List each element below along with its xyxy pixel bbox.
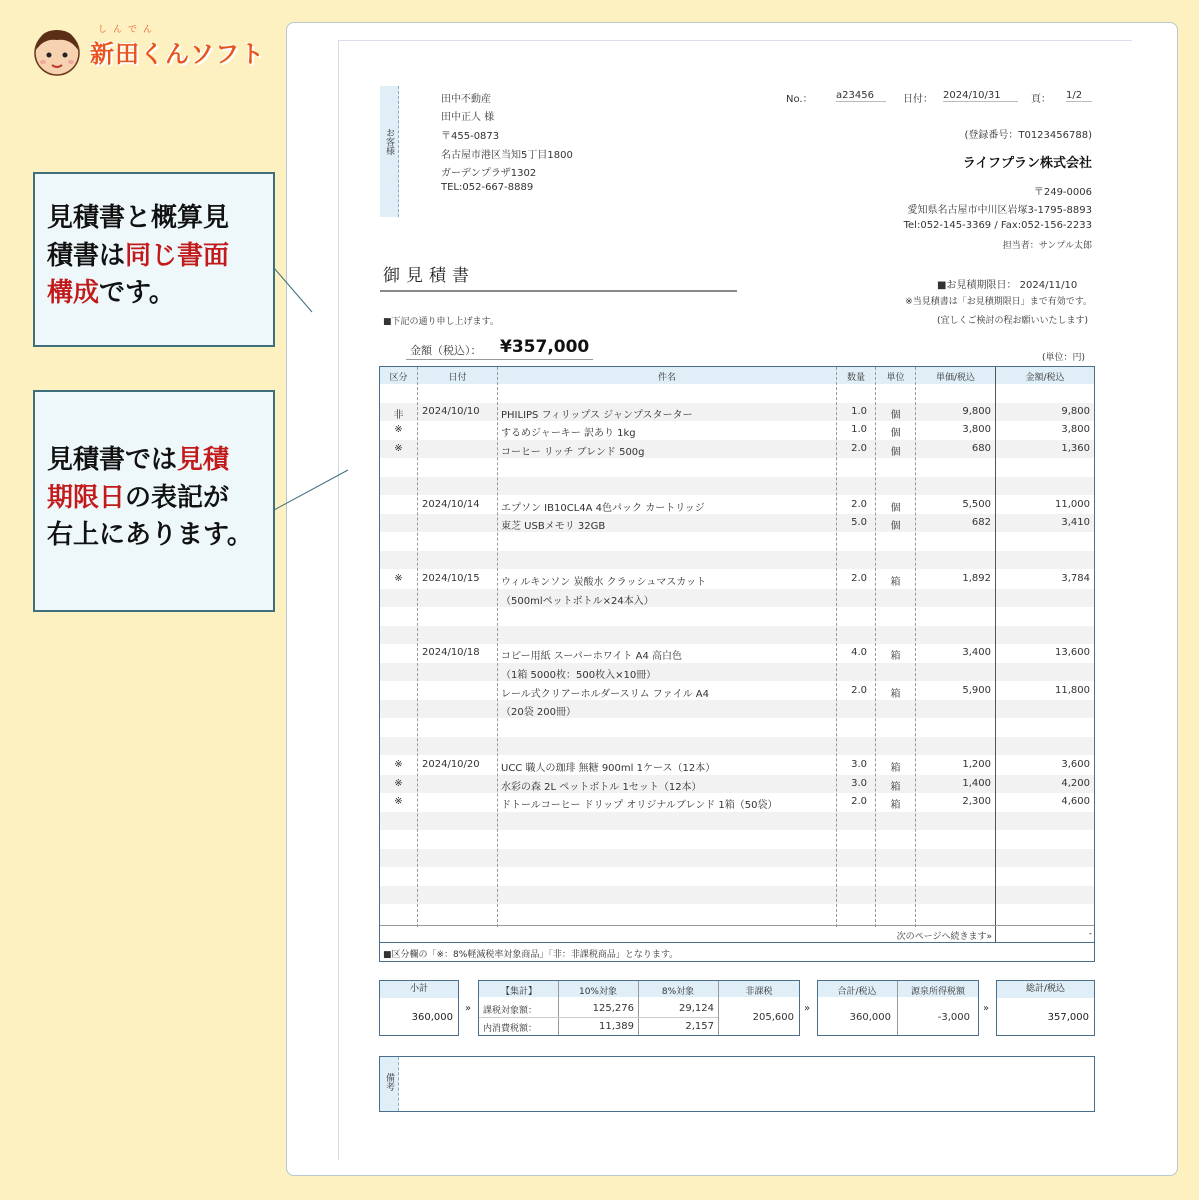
arrow-1: » [465,1003,472,1014]
header-unit: 単位 [886,373,905,383]
row-amount: 4,600 [1061,796,1090,808]
subtotal-label: 小計 [380,981,458,998]
taxable-10: 125,276 [592,1003,634,1014]
category-note: ■区分欄の「※：8%軽減税率対象商品」「非：非課税商品」となります。 [383,950,679,960]
row-qty: 3.0 [851,759,867,770]
row-date: 2024/10/15 [422,573,480,584]
row-qty: 2.0 [851,498,867,510]
row-date: 2024/10/20 [422,759,480,770]
taxable-label: 課税対象額： [483,1006,538,1016]
row-unit: 箱 [890,688,901,700]
header-item: 件名 [657,373,676,383]
row-amount: 3,784 [1061,573,1090,584]
company-name: ライフプラン株式会社 [962,156,1092,171]
remarks-label: 備考 [384,1073,394,1091]
company-address: 愛知県名古屋市中川区岩塚3-1795-8893 [907,205,1092,216]
logo-name: 新田くんソフト [90,40,265,68]
withhold-value: -3,000 [937,1012,970,1023]
row-unit-price: 5,900 [962,684,991,696]
note-divider [380,942,1094,943]
customer-line: TEL:052-667-8889 [441,182,534,193]
col-divider [417,367,418,927]
row-item: PHILIPS フィリップス ジャンプスターター [501,409,693,421]
company-zip: 〒249-0006 [1033,187,1092,198]
row-category: ※ [394,573,403,584]
row-qty: 2.0 [851,684,867,696]
customer-label-box [380,86,399,217]
tax-row-divider [479,1017,718,1018]
row-unit-price: 1,892 [962,573,991,584]
next-page-text: 次のページへ続きます» [896,932,992,942]
agg-label: 【集計】 [500,987,537,997]
row-unit: 箱 [890,763,901,774]
row-qty: 3.0 [851,777,867,789]
tax-col-divider [718,981,719,1035]
row-unit-price: 1,200 [962,759,991,770]
amount-label: 金額（税込）： [410,344,482,357]
customer-label: お客様 [384,128,394,155]
header-amount: 金額/税込 [1025,373,1065,383]
row-unit-price: 2,300 [962,796,991,808]
row-amount: 4,200 [1061,777,1090,789]
row-unit: 個 [890,521,901,533]
row-item: ウィルキンソン 炭酸水 クラッシュマスカット [501,577,707,588]
row-item: するめジャーキー 訳あり 1kg [501,428,636,440]
row-item: コーヒー リッチ ブレンド 500g [501,446,645,458]
grand-total-label: 総計/税込 [997,981,1094,998]
row-qty: 2.0 [851,442,867,454]
total-amount: ¥357,000 [500,337,590,357]
registration-number: (登録番号：T0123456788) [964,130,1092,141]
pct10-label: 10%対象 [578,987,617,997]
company-staff: 担当者：サンプル太郎 [1002,241,1092,251]
customer-line: 田中正人 様 [441,112,495,123]
total-col-divider [897,981,898,1035]
doc-number: a23456 [836,90,886,102]
row-item: 東芝 USBメモリ 32GB [501,521,606,533]
row-qty: 1.0 [851,405,867,417]
callout-expiry-position [33,390,275,612]
document-title: 御見積書 [383,266,475,286]
row-unit-price: 682 [971,517,991,529]
company-tel: Tel:052-145-3369 / Fax:052-156-2233 [903,220,1092,231]
total-value: 360,000 [849,1012,891,1023]
nontax-value: 205,600 [752,1012,794,1023]
callout-connectors [270,260,360,520]
row-item: （20袋 200冊） [501,707,576,719]
row-qty: 4.0 [851,647,867,659]
row-unit: 箱 [890,577,901,588]
header-date: 日付 [448,373,467,383]
withhold-label: 源泉所得税額 [910,987,965,997]
remarks-box [379,1056,1095,1112]
row-amount: 3,410 [1061,517,1090,529]
row-amount: 3,600 [1061,759,1090,770]
row-item: エプソン IB10CL4A 4色パック カートリッジ [501,502,705,514]
callout1-line3-red: 構成 [47,278,100,309]
row-category: ※ [394,796,403,808]
row-item: コピー用紙 スーパーホワイト A4 高白色 [501,651,683,663]
row-unit-price: 3,400 [962,647,991,659]
row-category: ※ [394,442,403,454]
row-unit: 個 [890,409,901,421]
expiry-note-2: (宜しくご検討の程お願いいたします) [936,316,1088,326]
row-amount: 11,800 [1055,684,1090,696]
remarks-label-bg [380,1057,399,1111]
callout2-line1: 見積書では [47,445,178,475]
callout-same-layout [33,172,275,347]
expiry-date: ■お見積期限日： 2024/11/10 [937,280,1078,291]
pct8-label: 8%対象 [661,987,695,997]
row-qty: 2.0 [851,573,867,584]
callout2-line1-red: 見積 [177,445,230,475]
row-unit-price: 680 [971,442,991,454]
customer-line: ガーデンプラザ1302 [441,168,537,179]
expiry-note: ※当見積書は「お見積期限日」まで有効です。 [905,297,1092,307]
subtotal-value: 360,000 [411,1012,453,1023]
inner-tax-10: 11,389 [599,1021,634,1032]
intro-text: ■下記の通り申し上げます。 [383,317,499,327]
nontax-label: 非課税 [745,987,773,997]
arrow-2: » [804,1003,811,1014]
row-unit: 個 [890,502,901,514]
row-qty: 2.0 [851,796,867,808]
row-unit-price: 9,800 [962,405,991,417]
row-unit-price: 5,500 [962,498,991,510]
amount-underline [406,359,593,360]
grand-total-box [996,980,1095,1036]
row-category: ※ [394,777,403,789]
inner-tax-8: 2,157 [685,1021,714,1032]
row-category: ※ [394,759,403,770]
row-item: UCC 職人の珈琲 無糖 900ml 1ケース（12本） [501,763,716,774]
items-table [379,366,1095,962]
logo-ruby: しんでん [98,25,159,35]
callout1-line3: です。 [99,278,175,309]
row-amount: 9,800 [1061,405,1090,417]
row-category: ※ [394,424,403,436]
row-category: 非 [393,409,404,421]
page-label: 頁： [1031,94,1051,105]
customer-line: 名古屋市港区当知5丁目1800 [441,150,573,161]
unit-note: (単位：円) [1041,353,1085,363]
row-amount: 11,000 [1055,498,1090,510]
callout2-line3: 右上にあります。 [47,520,253,551]
header-unit-price: 単価/税込 [935,373,976,383]
page-number: 1/2 [1066,90,1092,102]
doc-date: 2024/10/31 [943,90,1018,102]
row-amount: 13,600 [1055,647,1090,659]
row-qty: 5.0 [851,517,867,529]
inner-tax-label: 内消費税額： [483,1024,538,1034]
callout1-line1: 見積書と概算見 [47,203,230,233]
row-date: 2024/10/14 [422,498,480,510]
row-unit-price: 3,800 [962,424,991,436]
no-label: No.： [786,94,813,105]
row-unit-price: 1,400 [962,777,991,789]
row-date: 2024/10/18 [422,647,480,659]
date-label: 日付： [903,94,933,105]
row-qty: 1.0 [851,424,867,436]
row-amount: 3,800 [1061,424,1090,436]
row-unit: 個 [890,428,901,440]
header-qty: 数量 [846,373,865,383]
col-divider [836,367,837,927]
col-divider [915,367,916,927]
total-label: 合計/税込 [837,987,877,997]
row-item: （1箱 5000枚：500枚入×10冊） [501,670,657,681]
taxable-8: 29,124 [679,1003,714,1014]
callout1-line2: 積書は [47,240,126,271]
col-divider-amount [995,367,996,942]
row-amount: 1,360 [1061,442,1090,454]
arrow-3: » [983,1003,990,1014]
col-divider [875,367,876,927]
row-unit: 箱 [890,781,901,793]
row-unit: 箱 [890,651,901,663]
row-date: 2024/10/10 [422,405,480,417]
row-unit: 個 [890,446,901,458]
customer-line: 〒455-0873 [441,131,500,142]
row-item: ドトールコーヒー ドリップ オリジナルブレンド 1箱（50袋） [501,800,778,812]
callout2-line2-red: 期限日 [47,482,126,513]
grand-total-value: 357,000 [1047,1012,1089,1023]
row-unit: 箱 [890,800,901,812]
logo-boy-icon [30,24,84,78]
next-page-value: - [1088,929,1092,939]
col-divider [497,367,498,927]
customer-line: 田中不動産 [441,94,491,105]
row-item: （500mlペットボトル×24本入） [501,595,654,607]
subtotal-box [379,980,459,1036]
row-item: レール式クリアーホルダースリム ファイル A4 [501,688,709,700]
header-category: 区分 [389,373,408,383]
title-underline [380,290,737,292]
row-item: 水彩の森 2L ペットボトル 1セット（12本） [501,781,702,793]
callout1-line2-red: 同じ書面 [125,240,230,271]
callout2-line2: の表記が [125,482,230,513]
